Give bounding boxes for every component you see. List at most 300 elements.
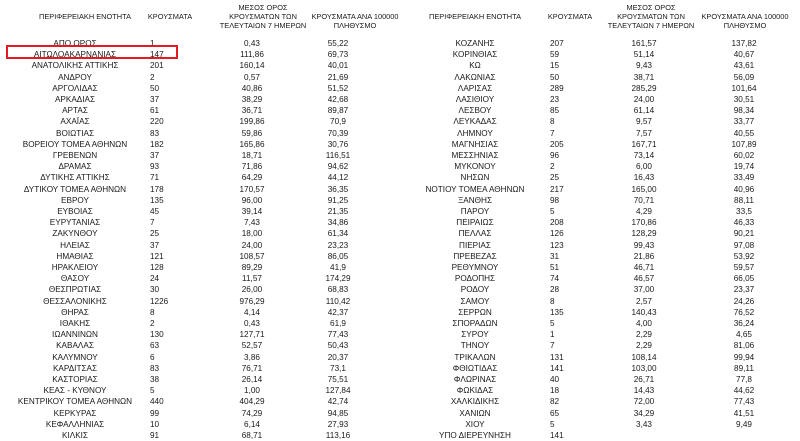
cell-avg7: 51,14 (633, 50, 655, 60)
cell-cases: 37 (150, 240, 160, 250)
cell-avg7: 128,29 (631, 229, 657, 239)
cell-cases: 207 (550, 39, 564, 48)
cell-per100k: 23,37 (733, 285, 755, 295)
cell-per100k: 55,22 (327, 39, 349, 48)
cell-cases: 205 (550, 139, 564, 149)
table-row (0, 139, 800, 150)
cell-cases: 38 (150, 375, 160, 384)
cell-cases: 440 (150, 397, 164, 407)
cell-avg7: 39,14 (241, 207, 263, 216)
cell-cases: 289 (550, 83, 564, 93)
cell-unit-name: ΛΕΣΒΟΥ (458, 106, 492, 116)
cell-unit-name: ΑΝΑΤΟΛΙΚΗΣ ΑΤΤΙΚΗΣ (31, 61, 119, 71)
cell-per100k: 40,01 (327, 61, 349, 71)
table-row (0, 340, 800, 351)
cell-per100k: 33,49 (733, 173, 755, 183)
table-row (0, 430, 800, 441)
cell-unit-name: ΤΡΙΚΑΛΩΝ (454, 352, 496, 362)
table-row (0, 329, 800, 340)
cell-per100k: 98,34 (733, 106, 755, 116)
header-avg7-left: ΜΕΣΟΣ ΟΡΟΣ ΚΡΟΥΣΜΑΤΩΝ ΤΩΝ ΤΕΛΕΥΤΑΙΩΝ 7 ΗΜΕΡΩΝ (219, 3, 307, 30)
cell-unit-name: ΗΛΕΙΑΣ (60, 240, 90, 250)
cell-per100k: 89,11 (734, 363, 754, 373)
cell-avg7: 99,43 (633, 240, 655, 250)
cell-unit-name: ΜΥΚΟΝΟΥ (454, 162, 496, 172)
header-per100k-right: ΚΡΟΥΣΜΑΤΑ ΑΝΑ 100000 ΠΛΗΘΥΣΜΟ (701, 12, 789, 30)
cell-unit-name: ΚΕΑΣ - ΚΥΘΝΟΥ (43, 386, 107, 396)
highlight-box (6, 45, 178, 59)
cell-cases: 8 (550, 117, 555, 127)
cell-avg7: 61,14 (633, 106, 655, 116)
table-row (0, 408, 800, 419)
cell-cases: 83 (150, 363, 160, 373)
cell-unit-name: ΚΑΒΑΛΑΣ (56, 341, 94, 351)
cell-avg7: 6,00 (636, 162, 652, 172)
cell-unit-name: ΕΒΡΟΥ (61, 195, 89, 205)
cell-avg7: 26,14 (241, 375, 263, 384)
cell-avg7: 7,57 (636, 128, 652, 138)
cell-cases: 7 (550, 128, 555, 138)
cell-per100k: 113,16 (325, 431, 351, 440)
cell-per100k: 30,51 (733, 95, 755, 104)
cell-avg7: 3,43 (636, 419, 652, 429)
cell-per100k: 91,25 (327, 195, 349, 205)
cell-per100k: 30,76 (327, 139, 349, 149)
cell-unit-name: ΛΑΚΩΝΙΑΣ (454, 72, 496, 82)
cell-per100k: 70,9 (330, 117, 346, 127)
cell-cases: 5 (150, 386, 155, 396)
cell-unit-name: ΖΑΚΥΝΘΟΥ (52, 229, 98, 239)
cell-per100k: 53,92 (733, 251, 755, 261)
cell-avg7: 70,71 (633, 195, 655, 205)
cell-per100k: 73,1 (330, 363, 346, 373)
cell-per100k: 33,77 (733, 117, 755, 127)
table-row (0, 128, 800, 139)
cell-unit-name: ΔΥΤΙΚΗΣ ΑΤΤΙΚΗΣ (40, 173, 110, 183)
cell-unit-name: ΠΕΙΡΑΙΩΣ (456, 218, 494, 228)
cell-unit-name: ΘΕΣΣΑΛΟΝΙΚΗΣ (43, 296, 107, 306)
cell-unit-name: ΛΕΥΚΑΔΑΣ (453, 117, 497, 127)
table-row (0, 184, 800, 195)
cell-avg7: 140,43 (631, 307, 657, 317)
cell-avg7: 72,00 (633, 397, 655, 407)
cell-per100k: 59,57 (733, 263, 755, 272)
cell-avg7: 0,43 (244, 39, 260, 48)
cell-per100k: 174,29 (325, 274, 351, 284)
cell-per100k: 9,49 (736, 419, 752, 429)
cell-cases: 5 (550, 419, 555, 429)
cell-avg7: 0,57 (244, 72, 260, 82)
cell-avg7: 7,43 (244, 218, 260, 228)
table-row (0, 396, 800, 407)
cell-cases: 82 (550, 397, 560, 407)
cell-per100k: 70,39 (327, 128, 349, 138)
header-unit-left: ΠΕΡΙΦΕΡΕΙΑΚΗ ΕΝΟΤΗΤΑ (39, 12, 131, 21)
cell-cases: 63 (150, 341, 160, 351)
cell-unit-name: ΠΡΕΒΕΖΑΣ (453, 251, 497, 261)
table-row (0, 363, 800, 374)
cell-per100k: 81,06 (733, 341, 755, 351)
cell-cases: 141 (550, 363, 564, 373)
cell-per100k: 66,05 (733, 274, 755, 284)
cell-unit-name: ΝΗΣΩΝ (460, 173, 490, 183)
cell-cases: 123 (550, 240, 564, 250)
cell-cases: 65 (550, 408, 560, 418)
cell-per100k: 40,96 (733, 184, 755, 194)
cell-avg7: 9,43 (636, 61, 652, 71)
cell-per100k: 110,42 (325, 296, 351, 306)
cell-avg7: 2,57 (636, 296, 652, 306)
table-row (0, 296, 800, 307)
cell-per100k: 76,52 (733, 307, 755, 317)
cell-unit-name: ΠΑΡΟΥ (460, 207, 490, 216)
cell-cases: 128 (150, 263, 164, 272)
cell-cases: 5 (550, 207, 555, 216)
cell-avg7: 18,71 (241, 151, 263, 160)
cell-unit-name: ΚΕΝΤΡΙΚΟΥ ΤΟΜΕΑ ΑΘΗΝΩΝ (17, 397, 133, 407)
cell-avg7: 37,00 (633, 285, 655, 295)
cell-per100k: 89,87 (327, 106, 349, 116)
cell-cases: 37 (150, 151, 160, 160)
cell-per100k: 77,43 (327, 330, 349, 340)
cell-cases: 93 (150, 162, 160, 172)
cell-per100k: 46,33 (733, 218, 755, 228)
cell-unit-name: ΓΡΕΒΕΝΩΝ (52, 151, 98, 160)
cell-cases: 126 (550, 229, 564, 239)
cell-cases: 28 (550, 285, 560, 295)
table-row (0, 419, 800, 430)
cell-per100k: 42,74 (327, 397, 349, 407)
cell-cases: 5 (550, 319, 555, 328)
cell-unit-name: ΙΩΑΝΝΙΝΩΝ (52, 330, 98, 340)
cell-cases: 45 (150, 207, 160, 216)
table-row (0, 352, 800, 363)
cell-cases: 147 (150, 50, 164, 60)
cell-avg7: 170,57 (239, 184, 265, 194)
cell-avg7: 160,14 (239, 61, 265, 71)
cell-cases: 61 (150, 106, 160, 116)
cell-avg7: 40,86 (241, 83, 263, 93)
table-row (0, 116, 800, 127)
cell-per100k: 34,86 (327, 218, 349, 228)
cell-avg7: 167,71 (631, 139, 657, 149)
table-row (0, 251, 800, 262)
cell-cases: 1 (150, 39, 155, 48)
cell-unit-name: ΗΜΑΘΙΑΣ (56, 251, 94, 261)
cell-avg7: 59,86 (241, 128, 263, 138)
header-cases-right: ΚΡΟΥΣΜΑΤΑ (547, 12, 593, 21)
cell-unit-name: ΒΟΡΕΙΟΥ ΤΟΜΕΑ ΑΘΗΝΩΝ (22, 139, 128, 149)
cell-avg7: 14,43 (633, 386, 655, 396)
cell-cases: 220 (150, 117, 164, 127)
cell-per100k: 50,43 (327, 341, 349, 351)
cell-cases: 85 (550, 106, 560, 116)
cell-unit-name: ΡΟΔΟΠΗΣ (454, 274, 496, 284)
cell-per100k: 116,51 (325, 151, 351, 160)
cell-avg7: 73,14 (633, 151, 655, 160)
table-row (0, 262, 800, 273)
cell-avg7: 89,29 (241, 263, 263, 272)
table-row (0, 94, 800, 105)
cell-cases: 201 (150, 61, 164, 71)
cell-per100k: 86,05 (327, 251, 349, 261)
cell-unit-name: ΠΙΕΡΙΑΣ (459, 240, 491, 250)
cell-unit-name: ΦΛΩΡΙΝΑΣ (453, 375, 497, 384)
cell-cases: 208 (550, 218, 564, 228)
cell-per100k: 69,73 (327, 50, 349, 60)
table-row (0, 161, 800, 172)
cell-per100k: 94,62 (327, 162, 349, 172)
cell-per100k: 60,02 (733, 151, 755, 160)
header-cases-left: ΚΡΟΥΣΜΑΤΑ (147, 12, 193, 21)
cell-unit-name: ΑΡΓΟΛΙΔΑΣ (52, 83, 98, 93)
cell-cases: 59 (550, 50, 560, 60)
cell-unit-name: ΚΑΛΥΜΝΟΥ (52, 352, 98, 362)
cell-avg7: 18,00 (241, 229, 263, 239)
table-row (0, 72, 800, 83)
cell-per100k: 107,89 (731, 139, 757, 149)
cell-avg7: 976,29 (239, 296, 265, 306)
table-row (0, 318, 800, 329)
cell-avg7: 38,71 (633, 72, 655, 82)
cell-cases: 91 (150, 431, 160, 440)
cell-per100k: 43,61 (733, 61, 755, 71)
cell-cases: 7 (550, 341, 555, 351)
cell-unit-name: ΑΠΟ ΟΡΟΣ (53, 39, 97, 48)
cell-cases: 37 (150, 95, 160, 104)
cell-unit-name: ΑΡΚΑΔΙΑΣ (54, 95, 96, 104)
cell-per100k: 21,35 (327, 207, 349, 216)
cell-unit-name: ΜΑΓΝΗΣΙΑΣ (451, 139, 499, 149)
cell-unit-name: ΣΠΟΡΑΔΩΝ (452, 319, 498, 328)
cell-unit-name: ΧΑΝΙΩΝ (459, 408, 491, 418)
table-row (0, 150, 800, 161)
cell-per100k: 44,12 (327, 173, 349, 183)
cell-avg7: 2,29 (636, 330, 652, 340)
cell-per100k: 36,35 (327, 184, 349, 194)
cell-cases: 83 (150, 128, 160, 138)
cell-avg7: 170,86 (631, 218, 657, 228)
cell-avg7: 3,86 (244, 352, 260, 362)
cell-cases: 15 (550, 61, 560, 71)
cell-unit-name: ΛΗΜΝΟΥ (457, 128, 493, 138)
cell-cases: 40 (550, 375, 560, 384)
cell-avg7: 0,43 (244, 319, 260, 328)
cell-per100k: 88,11 (734, 195, 754, 205)
cell-unit-name: ΧΑΛΚΙΔΙΚΗΣ (450, 397, 500, 407)
cell-cases: 141 (550, 431, 564, 440)
cell-per100k: 101,64 (731, 83, 757, 93)
cell-per100k: 40,67 (733, 50, 755, 60)
cell-cases: 10 (150, 419, 160, 429)
cell-avg7: 36,71 (241, 106, 263, 116)
cell-unit-name: ΣΥΡΟΥ (461, 330, 489, 340)
cell-unit-name: ΣΕΡΡΩΝ (458, 307, 492, 317)
header-unit-right: ΠΕΡΙΦΕΡΕΙΑΚΗ ΕΝΟΤΗΤΑ (429, 12, 521, 21)
cell-unit-name: ΡΕΘΥΜΝΟΥ (451, 263, 499, 272)
cell-unit-name: ΒΟΙΩΤΙΑΣ (55, 128, 95, 138)
cell-cases: 96 (550, 151, 560, 160)
cell-per100k: 75,51 (327, 375, 349, 384)
cell-unit-name: ΘΗΡΑΣ (61, 307, 89, 317)
cell-unit-name: ΝΟΤΙΟΥ ΤΟΜΕΑ ΑΘΗΝΩΝ (425, 184, 525, 194)
cell-unit-name: ΑΙΤΩΛΟΑΚΑΡΝΑΝΙΑΣ (33, 50, 117, 60)
table-row (0, 217, 800, 228)
cell-unit-name: ΑΡΤΑΣ (62, 106, 88, 116)
cell-unit-name: ΞΑΝΘΗΣ (457, 195, 493, 205)
cell-avg7: 199,86 (239, 117, 265, 127)
cell-unit-name: ΑΧΑΪΑΣ (60, 117, 90, 127)
cell-cases: 25 (550, 173, 560, 183)
cell-avg7: 127,71 (239, 330, 265, 340)
table-row (0, 385, 800, 396)
cell-cases: 6 (150, 352, 155, 362)
cell-avg7: 285,29 (631, 83, 657, 93)
cell-avg7: 24,00 (633, 95, 655, 104)
cell-per100k: 36,24 (733, 319, 755, 328)
cell-per100k: 42,68 (327, 95, 349, 104)
cell-per100k: 23,23 (327, 240, 349, 250)
cell-unit-name: ΚΟΡΙΝΘΙΑΣ (452, 50, 498, 60)
cell-avg7: 11,57 (242, 274, 262, 284)
cell-unit-name: ΚΙΛΚΙΣ (61, 431, 88, 440)
cell-cases: 50 (150, 83, 160, 93)
cell-per100k: 137,82 (731, 39, 757, 48)
cell-cases: 99 (150, 408, 160, 418)
cell-unit-name: ΦΩΚΙΔΑΣ (456, 386, 494, 396)
header-avg7-right: ΜΕΣΟΣ ΟΡΟΣ ΚΡΟΥΣΜΑΤΩΝ ΤΩΝ ΤΕΛΕΥΤΑΙΩΝ 7 ΗΜΕΡΩΝ (607, 3, 695, 30)
cell-cases: 50 (550, 72, 560, 82)
cell-unit-name: ΧΙΟΥ (465, 419, 485, 429)
table-row (0, 60, 800, 71)
table-row (0, 240, 800, 251)
cell-per100k: 21,69 (327, 72, 349, 82)
cell-unit-name: ΔΡΑΜΑΣ (58, 162, 92, 172)
cell-unit-name: ΣΑΜΟΥ (460, 296, 490, 306)
cell-avg7: 165,00 (631, 184, 657, 194)
cell-cases: 31 (550, 251, 560, 261)
cell-per100k: 19,74 (733, 162, 755, 172)
cell-per100k: 97,08 (733, 240, 755, 250)
cell-cases: 121 (150, 251, 164, 261)
cell-avg7: 96,00 (241, 195, 263, 205)
cell-cases: 131 (550, 352, 564, 362)
cell-cases: 8 (550, 296, 555, 306)
cell-per100k: 20,37 (327, 352, 349, 362)
cell-avg7: 68,71 (241, 431, 263, 440)
cell-avg7: 64,29 (241, 173, 263, 183)
cell-unit-name: ΚΩ (469, 61, 481, 71)
cell-avg7: 52,57 (241, 341, 263, 351)
table-row (0, 284, 800, 295)
cell-per100k: 77,43 (733, 397, 755, 407)
cell-per100k: 42,37 (327, 307, 349, 317)
cell-cases: 51 (550, 263, 560, 272)
cell-per100k: 90,21 (733, 229, 755, 239)
cell-unit-name: ΘΑΣΟΥ (60, 274, 90, 284)
cell-avg7: 1,00 (244, 386, 260, 396)
table-row (0, 307, 800, 318)
cell-per100k: 61,34 (327, 229, 349, 239)
cell-avg7: 76,71 (241, 363, 263, 373)
cell-avg7: 108,57 (239, 251, 265, 261)
cell-cases: 98 (550, 195, 560, 205)
cell-avg7: 21,86 (633, 251, 655, 261)
cell-unit-name: ΕΥΡΥΤΑΝΙΑΣ (49, 218, 101, 228)
cell-avg7: 74,29 (241, 408, 263, 418)
cell-per100k: 44,62 (733, 386, 755, 396)
cell-avg7: 26,00 (241, 285, 263, 295)
cell-per100k: 61,9 (330, 319, 346, 328)
cell-cases: 18 (550, 386, 560, 396)
cell-avg7: 16,43 (633, 173, 655, 183)
cell-per100k: 51,52 (327, 83, 349, 93)
cell-cases: 135 (550, 307, 564, 317)
cell-per100k: 40,55 (733, 128, 755, 138)
cell-avg7: 108,14 (631, 352, 657, 362)
cell-cases: 1 (550, 330, 555, 340)
cell-cases: 23 (550, 95, 560, 104)
cell-per100k: 33,5 (736, 207, 752, 216)
cell-avg7: 26,71 (633, 375, 655, 384)
cell-per100k: 127,84 (325, 386, 351, 396)
table-row (0, 206, 800, 217)
cell-cases: 2 (150, 319, 155, 328)
cell-cases: 71 (150, 173, 160, 183)
cell-avg7: 103,00 (631, 363, 657, 373)
cell-unit-name: ΑΝΔΡΟΥ (58, 72, 92, 82)
cell-per100k: 77,8 (736, 375, 752, 384)
cell-cases: 2 (550, 162, 555, 172)
cell-cases: 130 (150, 330, 164, 340)
cell-avg7: 4,14 (244, 307, 260, 317)
cell-cases: 178 (150, 184, 164, 194)
cell-cases: 8 (150, 307, 155, 317)
cell-unit-name: ΚΟΖΑΝΗΣ (455, 39, 495, 48)
table-row (0, 172, 800, 183)
cell-per100k: 41,51 (733, 408, 755, 418)
cell-cases: 1226 (150, 296, 169, 306)
cell-cases: 2 (150, 72, 155, 82)
cell-unit-name: ΛΑΣΙΘΙΟΥ (455, 95, 495, 104)
table-row (0, 83, 800, 94)
cell-unit-name: ΚΕΦΑΛΛΗΝΙΑΣ (45, 419, 105, 429)
cell-unit-name: ΘΕΣΠΡΩΤΙΑΣ (48, 285, 102, 295)
cell-per100k: 56,09 (733, 72, 755, 82)
cell-per100k: 68,83 (327, 285, 349, 295)
cell-avg7: 165,86 (239, 139, 265, 149)
cell-unit-name: ΚΑΣΤΟΡΙΑΣ (52, 375, 98, 384)
table-row (0, 105, 800, 116)
header-per100k-left: ΚΡΟΥΣΜΑΤΑ ΑΝΑ 100000 ΠΛΗΘΥΣΜΟ (311, 12, 399, 30)
cell-avg7: 6,14 (244, 419, 260, 429)
cell-avg7: 4,29 (636, 207, 652, 216)
cell-unit-name: ΜΕΣΣΗΝΙΑΣ (451, 151, 499, 160)
cell-cases: 217 (550, 184, 564, 194)
cell-avg7: 9,57 (636, 117, 652, 127)
cell-per100k: 27,93 (327, 419, 349, 429)
cell-unit-name: ΥΠΟ ΔΙΕΡΕΥΝΗΣΗ (439, 431, 511, 440)
table-row (0, 195, 800, 206)
table-row (0, 374, 800, 385)
cell-avg7: 161,57 (631, 39, 657, 48)
cell-avg7: 34,29 (633, 408, 655, 418)
cell-unit-name: ΚΕΡΚΥΡΑΣ (53, 408, 97, 418)
cell-per100k: 94,85 (327, 408, 349, 418)
cell-unit-name: ΠΕΛΛΑΣ (458, 229, 492, 239)
cell-per100k: 4,65 (736, 330, 752, 340)
cell-avg7: 111,86 (240, 50, 264, 60)
